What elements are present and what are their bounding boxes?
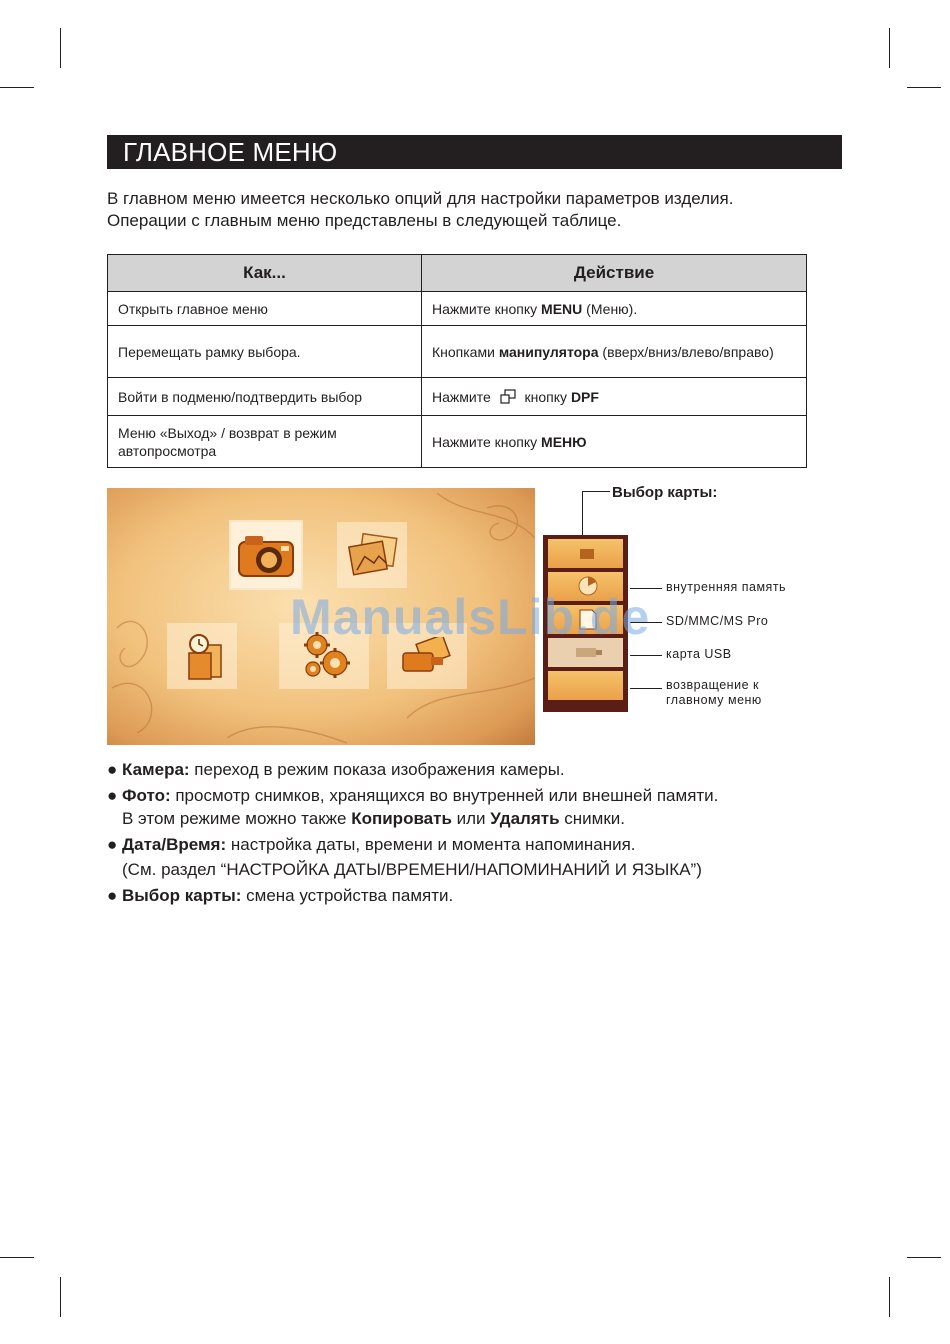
bullet-dot: ● (107, 885, 118, 905)
table-cell-action (422, 326, 807, 378)
action-text: Кнопками (432, 343, 499, 360)
page-title: ГЛАВНОЕ МЕНЮ (107, 135, 842, 169)
action-text: (вверх/вниз/влево/вправо) (598, 343, 774, 360)
list-item (107, 833, 847, 882)
item-term: Дата/Время: (122, 834, 227, 854)
item-text: В этом режиме можно также (122, 809, 352, 828)
label-usb-card: карта USB (666, 647, 732, 661)
callout-line (582, 491, 610, 492)
bullet-dot: ● (107, 760, 118, 779)
datetime-tile[interactable] (167, 623, 237, 689)
table-cell-how: Открыть главное меню (108, 292, 422, 326)
bullet-dot: ● (107, 834, 118, 854)
card-slot-header (548, 539, 623, 568)
table-cell-action (422, 378, 807, 416)
intro-line: Операции с главным меню представлены в следующей таблице. (107, 211, 622, 230)
table-header-action: Действие (422, 255, 807, 292)
crop-mark (60, 1277, 61, 1317)
list-item (107, 884, 847, 908)
item-text: снимки. (559, 809, 625, 828)
callout-line (630, 688, 662, 689)
camera-icon (237, 532, 295, 580)
table-cell-how: Меню «Выход» / возврат в режим автопросмотра (108, 416, 422, 468)
table-cell-action (422, 416, 807, 468)
crop-mark (0, 1257, 34, 1258)
table-cell-action (422, 292, 807, 326)
item-text: или (451, 809, 491, 828)
table-row (108, 326, 807, 378)
action-key: DPF (570, 388, 599, 405)
callout-line (582, 491, 583, 535)
list-item (107, 758, 847, 782)
action-key: МЕНЮ (541, 433, 587, 450)
crop-mark (60, 28, 61, 68)
camera-tile[interactable] (231, 522, 301, 588)
action-key: MENU (541, 300, 583, 317)
crop-mark (889, 28, 890, 68)
table-row (108, 416, 807, 468)
crop-mark (907, 87, 941, 88)
item-continuation (122, 807, 847, 831)
item-term: Камера: (122, 760, 190, 779)
action-text: Нажмите кнопку (432, 433, 542, 450)
action-key: манипулятора (498, 343, 599, 360)
list-item (107, 784, 847, 831)
item-term: Фото: (122, 785, 171, 805)
crop-mark (907, 1257, 941, 1258)
action-text: Нажмите (432, 388, 495, 405)
item-text: переход в режим показа изображения камеры. (189, 760, 565, 779)
label-sd-mmc: SD/MMC/MS Pro (666, 614, 769, 628)
item-continuation: (См. раздел “НАСТРОЙКА ДАТЫ/ВРЕМЕНИ/НАПОМИНАНИЙ И ЯЗЫКА”) (122, 860, 702, 879)
item-term: Копировать (351, 809, 452, 828)
operations-table (107, 254, 807, 468)
card-select-title: Выбор карты: (612, 484, 718, 501)
table-row (108, 292, 807, 326)
table-header-how: Как... (108, 255, 422, 292)
action-text: Нажмите кнопку (432, 300, 542, 317)
card-header-icon (548, 539, 623, 568)
table-cell-how: Войти в подменю/подтвердить выбор (108, 378, 422, 416)
item-text: смена устройства памяти. (241, 885, 454, 905)
enter-button-icon (499, 389, 517, 405)
intro-line: В главном меню имеется несколько опций для настройки параметров изделия. (107, 189, 734, 208)
label-internal-memory: внутренняя память (666, 580, 787, 594)
bullet-dot: ● (107, 785, 118, 805)
feature-list (107, 758, 847, 907)
table-row (108, 378, 807, 416)
crop-mark (0, 87, 34, 88)
photo-icon (347, 532, 399, 578)
item-text: просмотр снимков, хранящихся во внутренней или внешней памяти. (170, 785, 719, 805)
card-slot-return[interactable] (548, 671, 623, 700)
intro-text (107, 188, 847, 232)
item-text: настройка даты, времени и момента напоминания. (226, 834, 636, 854)
clock-calendar-icon (185, 633, 225, 681)
watermark: ManualsLib.de (290, 589, 651, 645)
label-return-main: возвращение к главному меню (666, 678, 762, 707)
item-term: Удалять (490, 809, 560, 828)
table-cell-how: Перемещать рамку выбора. (108, 326, 422, 378)
item-term: Выбор карты: (122, 885, 242, 905)
action-text: (Меню). (582, 300, 638, 317)
action-text: кнопку (520, 388, 571, 405)
photo-tile[interactable] (337, 522, 407, 588)
crop-mark (889, 1277, 890, 1317)
callout-line (630, 655, 662, 656)
